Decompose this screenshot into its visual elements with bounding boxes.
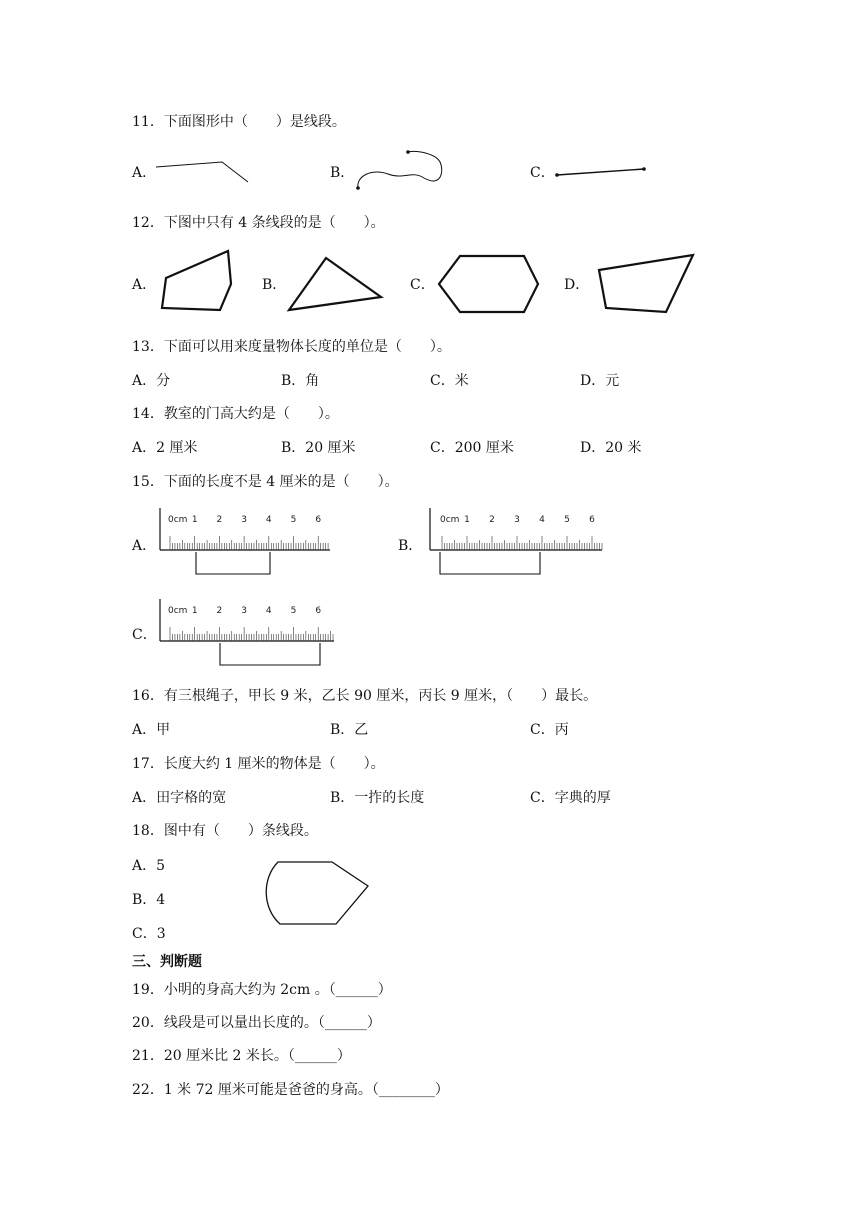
- q18-figure: [264, 858, 372, 928]
- ruler-number: 6: [315, 606, 322, 616]
- q15-ruler-a: [158, 506, 334, 578]
- ruler-number: 4: [265, 515, 272, 525]
- q12-figure-b: [286, 256, 386, 312]
- q14-option-d[interactable]: D．20 米: [580, 440, 642, 456]
- q14-option-a[interactable]: A．2 厘米: [132, 440, 198, 456]
- q16-option-c[interactable]: C．丙: [530, 722, 569, 738]
- q11-figure-c: [555, 164, 647, 178]
- ruler-number: 5: [564, 515, 570, 525]
- q17-option-c[interactable]: C．字典的厚: [530, 790, 611, 806]
- q22-stem: 22．1 米 72 厘米可能是爸爸的身高。（________）: [132, 1082, 449, 1098]
- ruler-number: 6: [315, 515, 322, 525]
- q13-option-b[interactable]: B．角: [281, 373, 320, 389]
- ruler-number: 2: [216, 515, 223, 525]
- q13-option-d[interactable]: D．元: [580, 373, 620, 389]
- q12-option-a[interactable]: A．: [132, 277, 157, 293]
- q15-option-b[interactable]: B．: [398, 538, 423, 554]
- q17-option-a[interactable]: A．田字格的宽: [132, 790, 227, 806]
- ruler-number: 1: [464, 515, 470, 525]
- q11-figure-b: [354, 148, 446, 192]
- q16-stem: 16．有三根绳子，甲长 9 米，乙长 90 厘米，丙长 9 厘米，（ ）最长。: [132, 688, 598, 704]
- ruler-unit-label: 0cm: [168, 515, 188, 525]
- q19-stem: 19．小明的身高大约为 2cm 。（______）: [132, 982, 392, 998]
- ruler-number: 1: [191, 606, 198, 616]
- q16-option-a[interactable]: A．甲: [132, 722, 171, 738]
- ruler-number: 1: [191, 515, 198, 525]
- q12-option-d[interactable]: D．: [564, 277, 590, 293]
- ruler-number: 4: [265, 606, 272, 616]
- ruler-number: 6: [589, 515, 595, 525]
- q11-option-b[interactable]: B．: [330, 165, 355, 181]
- q17-option-b[interactable]: B．一拃的长度: [330, 790, 425, 806]
- q13-stem: 13．下面可以用来度量物体长度的单位是（ ）。: [132, 339, 451, 355]
- q13-option-c[interactable]: C．米: [430, 373, 469, 389]
- q18-stem: 18．图中有（ ）条线段。: [132, 823, 318, 839]
- q11-figure-a: [156, 158, 252, 184]
- measured-segment: [196, 552, 270, 574]
- q12-figure-c: [436, 252, 542, 316]
- q21-stem: 21．20 厘米比 2 米长。（______）: [132, 1048, 351, 1064]
- q15-ruler-c: [158, 597, 338, 667]
- ruler-number: 3: [241, 515, 247, 525]
- ruler-number: 4: [539, 515, 545, 525]
- q18-option-a[interactable]: A．5: [132, 858, 166, 874]
- q11-option-c[interactable]: C．: [530, 165, 555, 181]
- ruler-unit-label: 0cm: [168, 606, 188, 616]
- ruler-number: 3: [241, 606, 247, 616]
- q12-figure-a: [158, 248, 238, 316]
- q18-option-c[interactable]: C．3: [132, 926, 166, 942]
- ruler-body: [430, 508, 602, 550]
- q14-option-b[interactable]: B．20 厘米: [281, 440, 356, 456]
- q13-option-a[interactable]: A．分: [132, 373, 171, 389]
- ruler-body: [160, 508, 330, 550]
- q12-stem: 12．下图中只有 4 条线段的是（ ）。: [132, 215, 385, 231]
- measured-segment: [440, 552, 540, 574]
- ruler-number: 2: [216, 606, 223, 616]
- q17-stem: 17．长度大约 1 厘米的物体是（ ）。: [132, 756, 385, 772]
- q14-option-c[interactable]: C．200 厘米: [430, 440, 514, 456]
- ruler-number: 3: [514, 515, 520, 525]
- ruler-number: 2: [489, 515, 495, 525]
- q18-option-b[interactable]: B．4: [132, 892, 166, 908]
- q11-option-a[interactable]: A．: [132, 165, 157, 181]
- ruler-number: 5: [290, 515, 297, 525]
- q15-stem: 15．下面的长度不是 4 厘米的是（ ）。: [132, 474, 399, 490]
- q12-figure-d: [596, 252, 698, 316]
- measured-segment: [220, 643, 320, 665]
- q14-stem: 14．教室的门高大约是（ ）。: [132, 406, 339, 422]
- q15-option-a[interactable]: A．: [132, 538, 157, 554]
- q12-option-c[interactable]: C．: [410, 277, 435, 293]
- ruler-unit-label: 0cm: [440, 515, 460, 525]
- q16-option-b[interactable]: B．乙: [330, 722, 369, 738]
- q12-option-b[interactable]: B．: [262, 277, 287, 293]
- section-heading: 三、判断题: [132, 954, 202, 970]
- q11-stem: 11．下面图形中（ ）是线段。: [132, 114, 346, 130]
- q15-option-c[interactable]: C．: [132, 627, 157, 643]
- ruler-body: [160, 599, 334, 641]
- q20-stem: 20．线段是可以量出长度的。（______）: [132, 1015, 381, 1031]
- ruler-number: 5: [290, 606, 297, 616]
- q15-ruler-b: [428, 506, 606, 578]
